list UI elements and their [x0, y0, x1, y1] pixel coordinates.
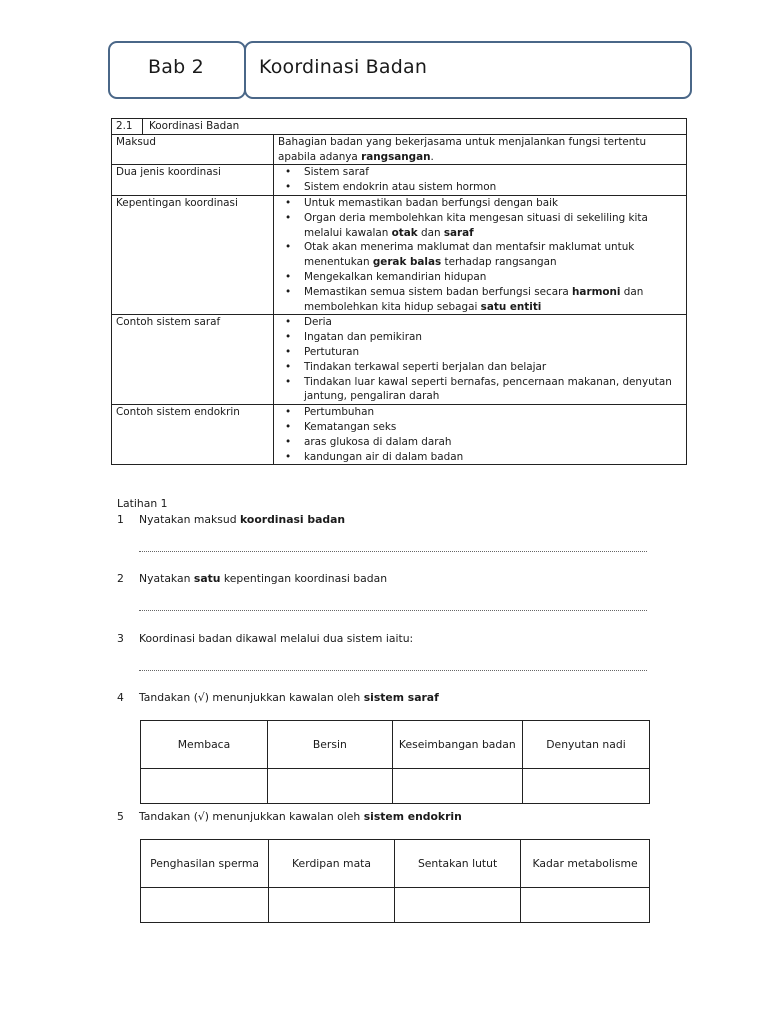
row-content	[274, 134, 687, 165]
table-row	[112, 165, 687, 196]
question-text-bold: sistem endokrin	[363, 810, 462, 823]
list-item: • Tindakan terkawal seperti berjalan dan belajar	[304, 360, 682, 375]
list-item: • Untuk memastikan badan berfungsi dengan baik	[304, 196, 682, 211]
section-number: 2.1	[116, 119, 143, 134]
question-number: 4	[117, 691, 124, 704]
list-item: • Organ deria membolehkan kita mengesan situasi di sekeliling kita melalui kawalan otak dan saraf	[304, 211, 682, 241]
question-text-part: Nyatakan	[139, 572, 194, 585]
table-cell: Keseimbangan badan	[392, 721, 522, 769]
answer-line-2[interactable]	[139, 610, 647, 611]
chapter-box	[108, 41, 246, 99]
question-text	[139, 632, 413, 645]
question-text-part: Tandakan (√) menunjukkan kawalan oleh	[139, 691, 364, 704]
table-row	[141, 721, 650, 769]
table-row	[141, 769, 650, 804]
question-text-part: kepentingan koordinasi badan	[220, 572, 388, 585]
question-text-bold: sistem saraf	[363, 691, 439, 704]
tick-cell[interactable]	[521, 888, 650, 923]
list-item: • Deria	[304, 315, 682, 330]
definition-bold: rangsangan	[361, 150, 431, 163]
table-cell: Bersin	[267, 721, 392, 769]
exercise-title: Latihan 1	[117, 497, 168, 510]
question-text	[139, 810, 462, 823]
question-text-bold: koordinasi badan	[240, 513, 346, 526]
tick-table-q5	[140, 839, 650, 923]
tick-cell[interactable]	[141, 769, 268, 804]
list-item: • Mengekalkan kemandirian hidupan	[304, 270, 682, 285]
section-heading-cell	[112, 119, 687, 135]
question-number: 1	[117, 513, 124, 526]
row-content	[274, 405, 687, 465]
notes-table	[111, 118, 687, 465]
question-text-part: Nyatakan maksud	[139, 513, 241, 526]
table-cell: Sentakan lutut	[394, 840, 520, 888]
row-label: Dua jenis koordinasi	[112, 165, 274, 196]
question-text	[139, 513, 345, 526]
list-item: • Otak akan menerima maklumat dan mentafsir maklumat untuk menentukan gerak balas terhadap rangsangan	[304, 240, 682, 270]
list-item: • Memastikan semua sistem badan berfungsi secara harmoni dan membolehkan kita hidup sebagai satu entiti	[304, 285, 682, 315]
table-cell: Penghasilan sperma	[141, 840, 269, 888]
list-item: • Ingatan dan pemikiran	[304, 330, 682, 345]
table-row	[112, 195, 687, 314]
tick-cell[interactable]	[392, 769, 522, 804]
table-cell: Membaca	[141, 721, 268, 769]
row-label: Maksud	[112, 134, 274, 165]
list-item: • Sistem saraf	[304, 165, 682, 180]
notes-table-header	[112, 119, 687, 135]
tick-cell[interactable]	[141, 888, 269, 923]
table-cell: Kerdipan mata	[269, 840, 395, 888]
tick-cell[interactable]	[522, 769, 649, 804]
list-item: • Sistem endokrin atau sistem hormon	[304, 180, 682, 195]
list-item: • Pertumbuhan	[304, 405, 682, 420]
page-title: Koordinasi Badan	[259, 56, 428, 78]
tick-cell[interactable]	[267, 769, 392, 804]
table-row	[112, 134, 687, 165]
row-label: Contoh sistem endokrin	[112, 405, 274, 465]
list-item: • Kematangan seks	[304, 420, 682, 435]
answer-line-3[interactable]	[139, 670, 647, 671]
definition-text: Bahagian badan yang bekerjasama untuk menjalankan fungsi tertentu apabila adanya	[278, 135, 647, 163]
bullet-list	[278, 315, 682, 404]
question-text	[139, 691, 439, 704]
table-cell: Denyutan nadi	[522, 721, 649, 769]
table-row	[141, 840, 650, 888]
list-item: • Tindakan luar kawal seperti bernafas, pencernaan makanan, denyutan jantung, pengaliran darah	[304, 375, 682, 405]
definition-end: .	[430, 150, 434, 163]
list-item: • aras glukosa di dalam darah	[304, 435, 682, 450]
chapter-label: Bab 2	[148, 56, 204, 78]
list-item: • Pertuturan	[304, 345, 682, 360]
answer-line-1[interactable]	[139, 551, 647, 552]
bullet-list	[278, 196, 682, 314]
row-content	[274, 315, 687, 405]
section-heading: Koordinasi Badan	[149, 120, 240, 132]
row-label: Contoh sistem saraf	[112, 315, 274, 405]
bullet-list	[278, 405, 682, 464]
table-row	[141, 888, 650, 923]
question-number: 5	[117, 810, 124, 823]
row-content	[274, 195, 687, 314]
question-text-part: Tandakan (√) menunjukkan kawalan oleh	[139, 810, 364, 823]
bullet-list	[278, 165, 682, 195]
row-label: Kepentingan koordinasi	[112, 195, 274, 314]
question-text-part: Koordinasi badan dikawal melalui dua sistem iaitu:	[139, 632, 414, 645]
question-text-bold: satu	[193, 572, 221, 585]
tick-cell[interactable]	[394, 888, 520, 923]
question-number: 2	[117, 572, 124, 585]
question-number: 3	[117, 632, 124, 645]
table-row	[112, 315, 687, 405]
title-box	[244, 41, 692, 99]
question-text	[139, 572, 387, 585]
tick-table-q4	[140, 720, 650, 804]
row-content	[274, 165, 687, 196]
table-cell: Kadar metabolisme	[521, 840, 650, 888]
list-item: • kandungan air di dalam badan	[304, 450, 682, 465]
table-row	[112, 405, 687, 465]
tick-cell[interactable]	[269, 888, 395, 923]
